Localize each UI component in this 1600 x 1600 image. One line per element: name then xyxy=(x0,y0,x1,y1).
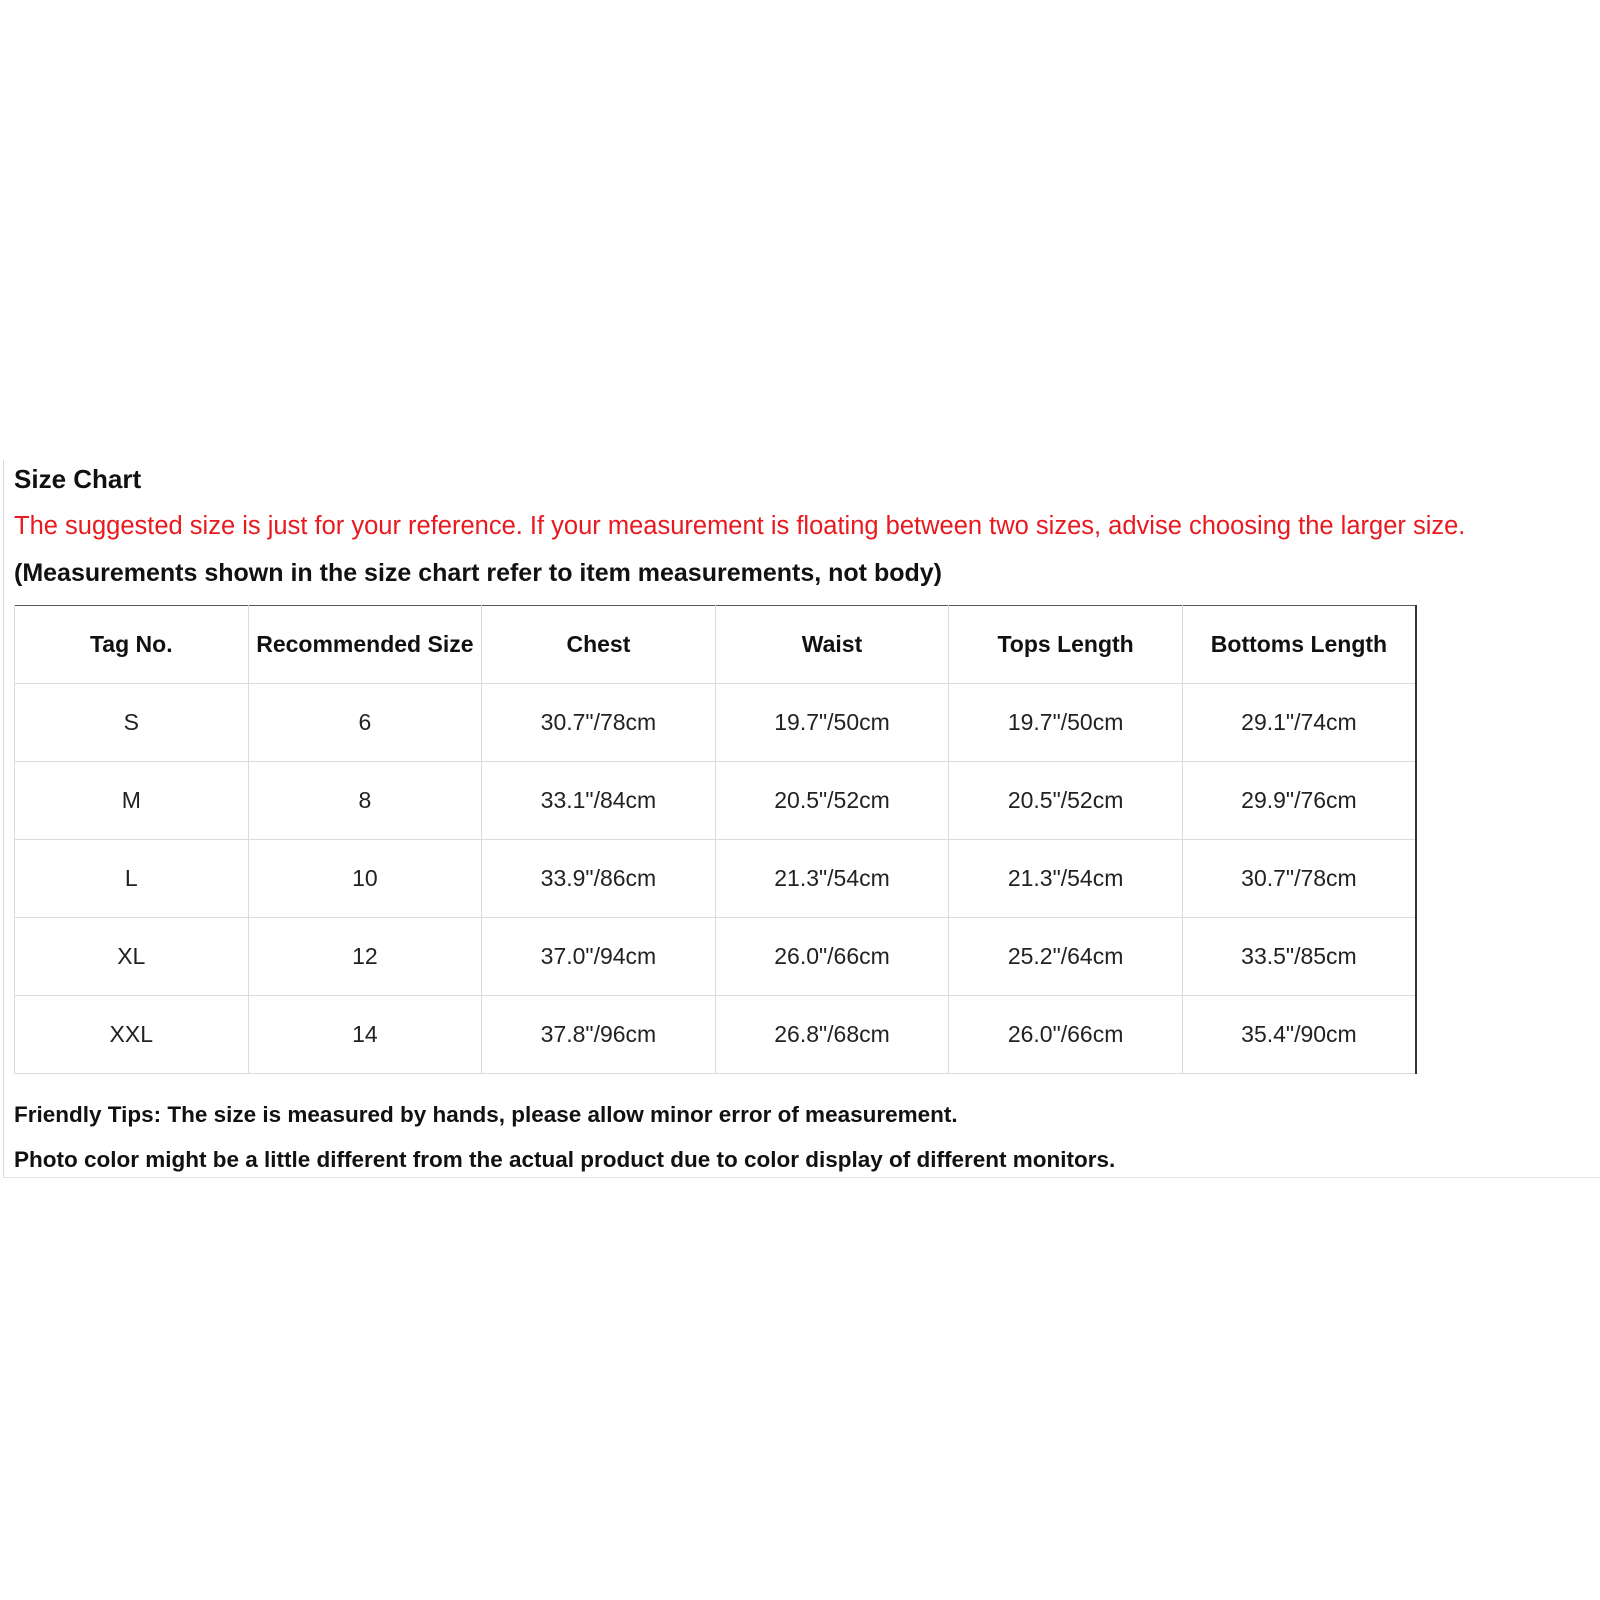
cell-chest: 37.0"/94cm xyxy=(482,918,716,996)
color-disclaimer: Photo color might be a little different from the actual product due to color display of different monitors. xyxy=(14,1147,1116,1172)
cell-tag-no: XXL xyxy=(15,996,249,1074)
cell-waist: 26.8"/68cm xyxy=(715,996,949,1074)
header-bottoms-length: Bottoms Length xyxy=(1182,606,1416,684)
cell-bottoms-length: 29.9"/76cm xyxy=(1182,762,1416,840)
friendly-tip: Friendly Tips: The size is measured by hands, please allow minor error of measurement. xyxy=(14,1102,958,1127)
cell-tag-no: L xyxy=(15,840,249,918)
cell-chest: 30.7"/78cm xyxy=(482,684,716,762)
table-row xyxy=(15,762,1417,840)
cell-bottoms-length: 35.4"/90cm xyxy=(1182,996,1416,1074)
size-advice-notice: The suggested size is just for your reference. If your measurement is floating between two sizes, advise choosing the larger size. xyxy=(14,512,1466,540)
table-row xyxy=(15,840,1417,918)
size-table xyxy=(14,605,1417,1074)
table-row xyxy=(15,684,1417,762)
table-row xyxy=(15,996,1417,1074)
cell-bottoms-length: 30.7"/78cm xyxy=(1182,840,1416,918)
cell-tag-no: S xyxy=(15,684,249,762)
cell-tops-length: 19.7"/50cm xyxy=(949,684,1183,762)
cell-chest: 33.9"/86cm xyxy=(482,840,716,918)
cell-tops-length: 26.0"/66cm xyxy=(949,996,1183,1074)
cell-bottoms-length: 33.5"/85cm xyxy=(1182,918,1416,996)
cell-recommended-size: 12 xyxy=(248,918,482,996)
table-row xyxy=(15,918,1417,996)
header-tag-no: Tag No. xyxy=(15,606,249,684)
cell-tag-no: XL xyxy=(15,918,249,996)
cell-tops-length: 20.5"/52cm xyxy=(949,762,1183,840)
header-waist: Waist xyxy=(715,606,949,684)
cell-tops-length: 21.3"/54cm xyxy=(949,840,1183,918)
table-header-row xyxy=(15,606,1417,684)
cell-recommended-size: 14 xyxy=(248,996,482,1074)
cell-waist: 19.7"/50cm xyxy=(715,684,949,762)
cell-recommended-size: 10 xyxy=(248,840,482,918)
header-chest: Chest xyxy=(482,606,716,684)
header-tops-length: Tops Length xyxy=(949,606,1183,684)
cell-tag-no: M xyxy=(15,762,249,840)
size-chart-panel xyxy=(3,460,1600,1178)
cell-recommended-size: 8 xyxy=(248,762,482,840)
cell-waist: 20.5"/52cm xyxy=(715,762,949,840)
cell-chest: 37.8"/96cm xyxy=(482,996,716,1074)
cell-bottoms-length: 29.1"/74cm xyxy=(1182,684,1416,762)
cell-chest: 33.1"/84cm xyxy=(482,762,716,840)
measurement-note: (Measurements shown in the size chart refer to item measurements, not body) xyxy=(14,559,942,587)
size-chart-title: Size Chart xyxy=(14,464,142,494)
cell-waist: 21.3"/54cm xyxy=(715,840,949,918)
header-recommended-size: Recommended Size xyxy=(248,606,482,684)
cell-tops-length: 25.2"/64cm xyxy=(949,918,1183,996)
cell-recommended-size: 6 xyxy=(248,684,482,762)
cell-waist: 26.0"/66cm xyxy=(715,918,949,996)
